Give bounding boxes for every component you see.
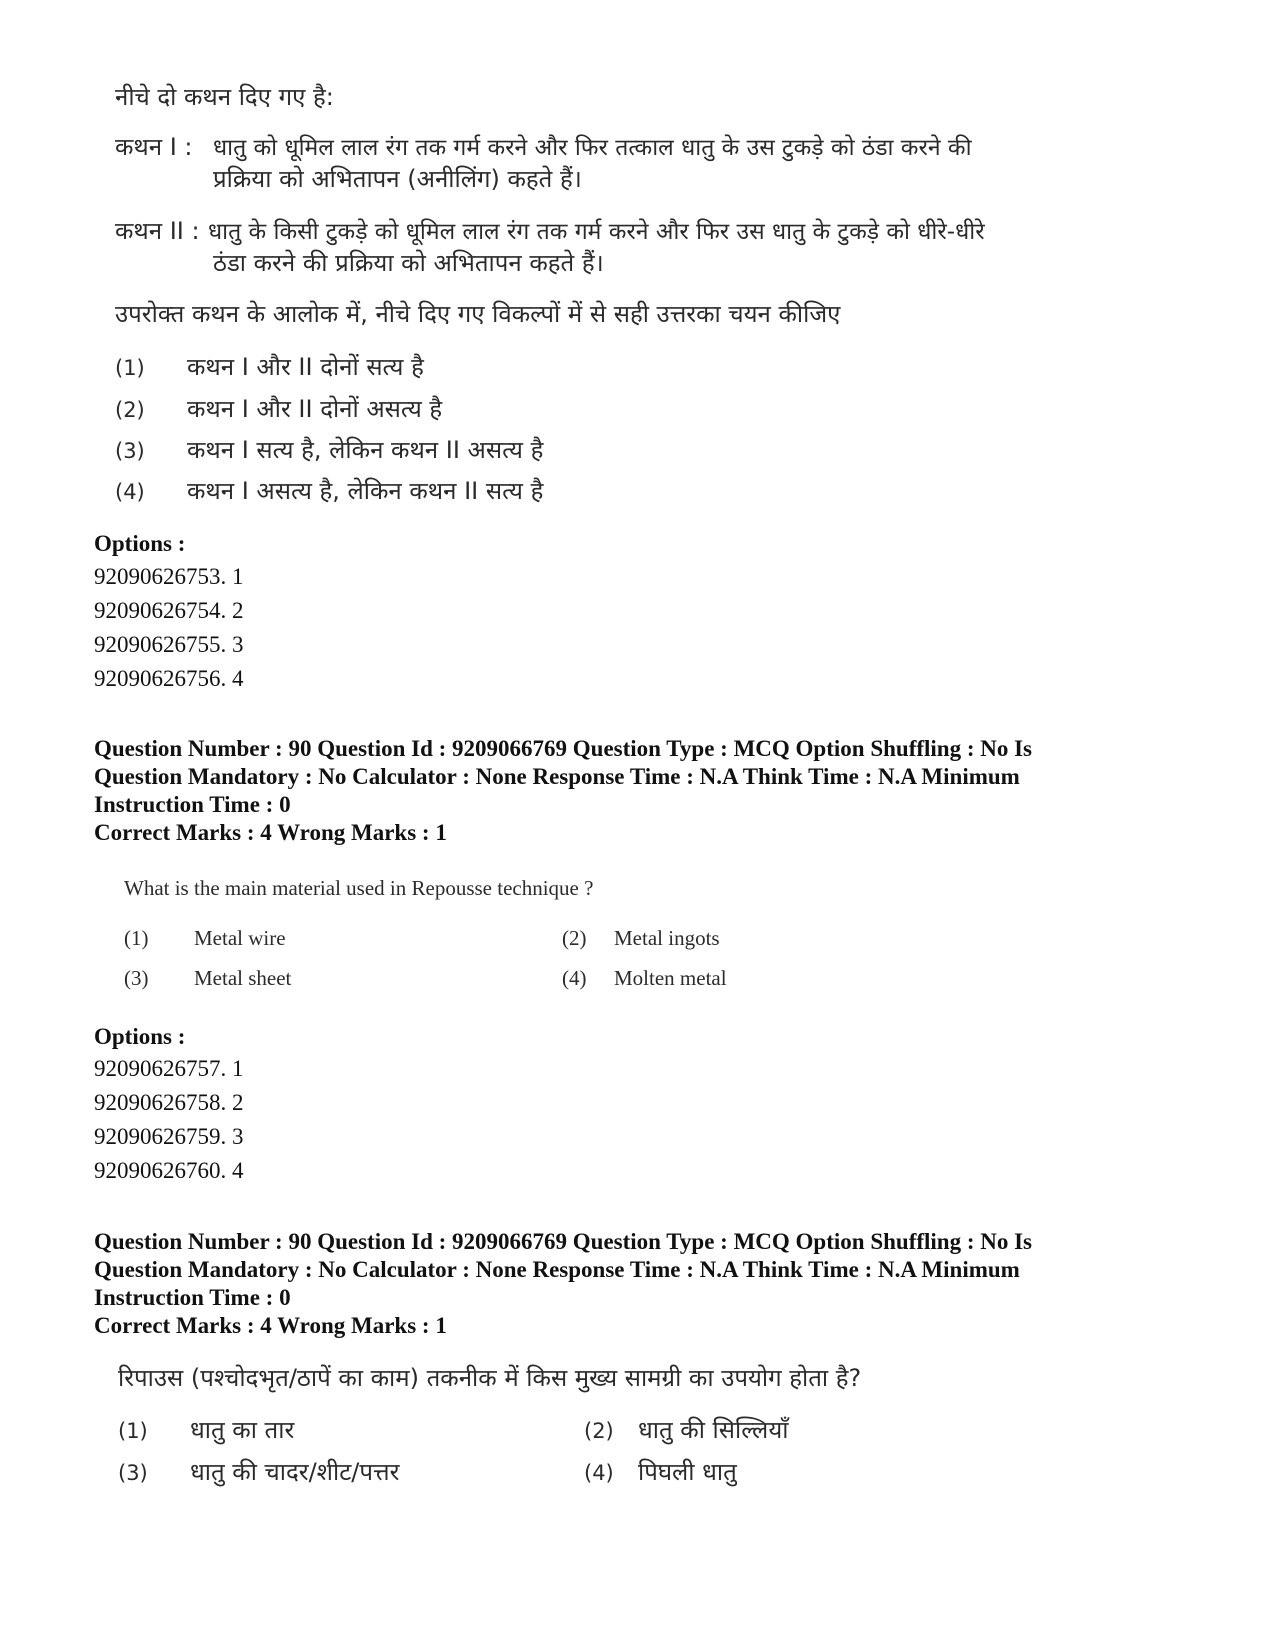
q90-en-choice-2 (562, 926, 720, 951)
statement-2-line1: धातु के किसी टुकड़े को धूमिल लाल रंग तक गर्म करने और फिर उस धातु के टुकड़े को धीरे-धीरे (208, 219, 985, 245)
option-item: 92090626758. 2 (94, 1090, 244, 1115)
question-header-line: Question Mandatory : No Calculator : None Response Time : N.A Think Time : N.A Minimum (94, 1257, 1020, 1282)
q90-hi-choice-2 (584, 1413, 788, 1446)
choice-text: कथन I और II दोनों सत्य है (187, 353, 424, 381)
question-header-line: Instruction Time : 0 (94, 1285, 291, 1310)
option-item: 92090626756. 4 (94, 666, 244, 691)
question-header (94, 735, 1114, 819)
choice-number: (1) (115, 356, 145, 380)
q89-choice-4 (115, 474, 543, 507)
question-header-line: Question Number : 90 Question Id : 9209066769 Question Type : MCQ Option Shuffling : No Is (94, 736, 1033, 761)
choice-number: (3) (124, 966, 149, 990)
q90-en-choice-4 (562, 966, 727, 991)
choice-text: कथन I सत्य है, लेकिन कथन II असत्य है (187, 436, 544, 464)
q89-choice-2 (115, 392, 442, 425)
option-item: 92090626760. 4 (94, 1158, 244, 1183)
choice-text: Molten metal (614, 966, 727, 990)
marks-line: Correct Marks : 4 Wrong Marks : 1 (94, 820, 447, 845)
choice-number: (1) (118, 1419, 148, 1443)
choice-text: धातु की चादर/शीट/पत्तर (190, 1458, 400, 1486)
option-item: 92090626754. 2 (94, 598, 244, 623)
option-item: 92090626759. 3 (94, 1124, 244, 1149)
statement-1-label: कथन I : (115, 133, 193, 161)
choice-number: (2) (115, 398, 145, 422)
q89-choice-1 (115, 350, 424, 383)
question-header-line: Question Number : 90 Question Id : 9209066769 Question Type : MCQ Option Shuffling : No Is (94, 1229, 1033, 1254)
choice-text: Metal wire (194, 926, 286, 950)
q90-hi-choice-4 (584, 1455, 737, 1488)
options-title: Options : (94, 531, 186, 556)
option-item: 92090626755. 3 (94, 632, 244, 657)
statement-1-line1: धातु को धूमिल लाल रंग तक गर्म करने और फिर तत्काल धातु के उस टुकड़े को ठंडा करने की (213, 135, 972, 161)
choice-text: धातु का तार (190, 1416, 295, 1444)
choice-text: पिघली धातु (638, 1458, 737, 1486)
q90-en-choice-3 (124, 966, 291, 991)
option-item: 92090626753. 1 (94, 564, 244, 589)
q89-intro: नीचे दो कथन दिए गए है: (115, 83, 334, 111)
choice-number: (1) (124, 926, 149, 950)
choice-number: (3) (118, 1461, 148, 1485)
question-header-line: Instruction Time : 0 (94, 792, 291, 817)
statement-2-label: कथन II : (115, 217, 200, 245)
q89-instruction: उपरोक्त कथन के आलोक में, नीचे दिए गए विकल्पों में से सही उत्तरका चयन कीजिए (115, 300, 841, 328)
q90-hi-choice-1 (118, 1413, 294, 1446)
options-list (94, 1052, 244, 1188)
question-header-line: Question Mandatory : No Calculator : None Response Time : N.A Think Time : N.A Minimum (94, 764, 1020, 789)
choice-number: (3) (115, 439, 145, 463)
marks-line: Correct Marks : 4 Wrong Marks : 1 (94, 1313, 447, 1338)
choice-text: Metal sheet (194, 966, 292, 990)
q89-choice-3 (115, 433, 543, 466)
options-list (94, 560, 244, 696)
q90-en-choice-1 (124, 926, 286, 951)
choice-text: धातु की सिल्लियाँ (638, 1416, 789, 1444)
options-title: Options : (94, 1024, 186, 1049)
choice-number: (4) (562, 966, 587, 990)
q90-hi-choice-3 (118, 1455, 399, 1488)
choice-number: (2) (584, 1419, 614, 1443)
choice-text: कथन I असत्य है, लेकिन कथन II सत्य है (187, 477, 544, 505)
option-item: 92090626757. 1 (94, 1056, 244, 1081)
choice-text: Metal ingots (614, 926, 720, 950)
q90-question-hi: रिपाउस (पश्चोदभृत/ठापें का काम) तकनीक में किस मुख्य सामग्री का उपयोग होता है? (118, 1364, 862, 1392)
choice-text: कथन I और II दोनों असत्य है (187, 395, 443, 423)
choice-number: (4) (584, 1461, 614, 1485)
choice-number: (2) (562, 926, 587, 950)
question-header (94, 1228, 1114, 1312)
statement-1-line2: प्रक्रिया को अभितापन (अनीलिंग) कहते हैं। (213, 165, 582, 193)
choice-number: (4) (115, 480, 145, 504)
statement-2-line2: ठंडा करने की प्रक्रिया को अभितापन कहते हैं। (213, 249, 604, 277)
q90-question-en: What is the main material used in Repousse technique ? (124, 876, 594, 900)
